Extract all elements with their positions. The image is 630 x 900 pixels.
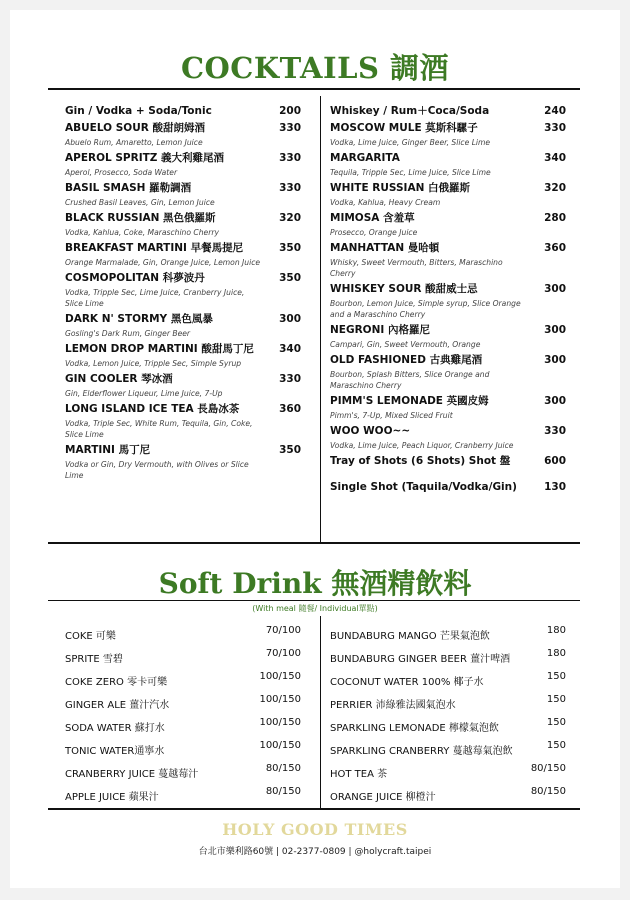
- cocktail-description: Vodka, Kahlua, Coke, Maraschino Cherry: [65, 228, 219, 237]
- cocktail-item: [65, 181, 301, 208]
- soft-drink-price: 70/100: [265, 625, 301, 636]
- cocktail-name: BREAKFAST MARTINI 早餐馬提尼: [65, 242, 244, 254]
- cocktail-item: [65, 402, 301, 440]
- cocktails-bottom-rule: [48, 542, 580, 544]
- soft-drink-price: 100/150: [259, 717, 301, 728]
- cocktail-description: Vodka or Gin, Dry Vermouth, with Olives or Slice Lime: [65, 460, 249, 480]
- cocktail-item: [65, 241, 301, 268]
- soft-drink-price: 150: [546, 694, 566, 705]
- soft-drink-name: SPARKLING CRANBERRY 蔓越莓氣泡飲: [330, 746, 513, 757]
- cocktail-description: Vodka, Lime Juice, Ginger Beer, Slice Lime: [330, 138, 491, 147]
- soft-drink-bottom-rule: [48, 808, 580, 810]
- cocktail-price: 200: [279, 105, 301, 117]
- cocktail-name: LONG ISLAND ICE TEA 長島冰茶: [65, 403, 240, 415]
- soft-drink-name: ORANGE JUICE 柳橙汁: [330, 792, 436, 803]
- cocktail-item: [65, 104, 301, 118]
- soft-drink-price: 80/150: [265, 786, 301, 797]
- cocktail-name: MIMOSA 含羞草: [330, 212, 415, 224]
- soft-drink-item: [65, 762, 301, 785]
- soft-drink-name: SPARKLING LEMONADE 檸檬氣泡飲: [330, 723, 499, 734]
- cocktail-price: 330: [544, 122, 566, 134]
- cocktail-price: 600: [544, 455, 566, 467]
- cocktail-description: Pimm's, 7-Up, Mixed Sliced Fruit: [330, 411, 453, 420]
- cocktail-description: Orange Marmalade, Gin, Orange Juice, Lemon Juice: [65, 258, 261, 267]
- soft-drink-price: 80/150: [530, 763, 566, 774]
- soft-drink-name: PERRIER 沛綠雅法國氣泡水: [330, 700, 456, 711]
- cocktail-item: [65, 312, 301, 339]
- cocktail-price: 320: [544, 182, 566, 194]
- cocktail-price: 360: [544, 242, 566, 254]
- cocktail-price: 240: [544, 105, 566, 117]
- cocktail-item: [330, 424, 566, 451]
- cocktail-item: [330, 323, 566, 350]
- cocktail-price: 340: [279, 343, 301, 355]
- cocktail-description: Gin, Elderflower Liqueur, Lime Juice, 7-Up: [65, 389, 223, 398]
- cocktail-name: MARGARITA: [330, 152, 400, 164]
- cocktail-description: Crushed Basil Leaves, Gin, Lemon Juice: [65, 198, 215, 207]
- soft-drink-item: [330, 716, 566, 739]
- cocktail-price: 330: [279, 373, 301, 385]
- cocktail-description: Whisky, Sweet Vermouth, Bitters, Maraschino Cherry: [330, 258, 503, 278]
- soft-drink-title: Soft Drink 無酒精飲料: [158, 567, 472, 600]
- cocktail-item: [330, 181, 566, 208]
- cocktail-item: [330, 151, 566, 178]
- cocktail-price: 300: [544, 283, 566, 295]
- cocktail-name: OLD FASHIONED 古典雞尾酒: [330, 354, 483, 366]
- cocktail-item: [65, 151, 301, 178]
- cocktail-description: Vodka, Triple Sec, White Rum, Tequila, Gin, Coke, Slice Lime: [65, 419, 253, 439]
- cocktail-description: Abuelo Rum, Amaretto, Lemon Juice: [65, 138, 203, 147]
- cocktail-name: BASIL SMASH 羅勒調酒: [65, 182, 192, 194]
- cocktail-price: 300: [279, 313, 301, 325]
- cocktail-item: [330, 211, 566, 238]
- soft-drink-name: BUNDABURG GINGER BEER 薑汁啤酒: [330, 654, 511, 665]
- cocktail-name: MANHATTAN 曼哈頓: [330, 242, 440, 254]
- soft-drink-item: [65, 716, 301, 739]
- soft-drink-item: [330, 624, 566, 647]
- cocktail-price: 350: [279, 444, 301, 456]
- soft-drink-left-column: [65, 624, 301, 808]
- soft-drink-price: 180: [546, 625, 566, 636]
- cocktail-name: WHISKEY SOUR 酸甜威士忌: [330, 283, 478, 295]
- cocktail-price: 330: [279, 152, 301, 164]
- footer-brand: HOLY GOOD TIMES: [222, 820, 408, 839]
- cocktail-name: WOO WOO~~: [330, 425, 411, 437]
- menu-page: [10, 10, 620, 888]
- soft-drink-name: APPLE JUICE 蘋果汁: [65, 792, 159, 803]
- cocktails-top-rule: [48, 88, 580, 90]
- cocktail-name: Tray of Shots (6 Shots) Shot 盤: [330, 455, 511, 467]
- cocktail-price: 130: [544, 481, 566, 493]
- cocktail-price: 330: [544, 425, 566, 437]
- cocktails-title: COCKTAILS 調酒: [180, 51, 450, 85]
- soft-drink-price: 100/150: [259, 740, 301, 751]
- soft-drink-item: [65, 693, 301, 716]
- soft-drink-item: [330, 647, 566, 670]
- cocktail-price: 330: [279, 182, 301, 194]
- soft-drink-item: [330, 739, 566, 762]
- footer-address: 台北市樂利路60號 | 02-2377-0809 | @holycraft.taipei: [198, 847, 432, 857]
- cocktail-name: MARTINI 馬丁尼: [65, 444, 151, 456]
- soft-drink-name: COKE ZERO 零卡可樂: [65, 677, 168, 688]
- cocktail-item: [65, 211, 301, 238]
- soft-drink-item: [65, 785, 301, 808]
- cocktail-price: 300: [544, 395, 566, 407]
- cocktail-item: [330, 241, 566, 279]
- cocktail-name: MOSCOW MULE 莫斯科騾子: [330, 122, 478, 134]
- soft-drink-price: 150: [546, 740, 566, 751]
- cocktail-name: Gin / Vodka + Soda/Tonic: [65, 105, 212, 117]
- cocktail-name: LEMON DROP MARTINI 酸甜馬丁尼: [65, 343, 254, 355]
- cocktail-name: WHITE RUSSIAN 白俄羅斯: [330, 182, 471, 194]
- soft-drink-right-column: [330, 624, 566, 808]
- cocktail-name: APEROL SPRITZ 義大利雞尾酒: [65, 152, 225, 164]
- cocktail-description: Vodka, Kahlua, Heavy Cream: [330, 198, 441, 207]
- soft-drink-price: 150: [546, 671, 566, 682]
- cocktail-item: [330, 480, 566, 494]
- soft-drink-item: [65, 624, 301, 647]
- cocktail-price: 300: [544, 354, 566, 366]
- cocktail-name: COSMOPOLITAN 科夢波丹: [65, 272, 205, 284]
- cocktail-description: Aperol, Prosecco, Soda Water: [65, 168, 178, 177]
- soft-drink-column-divider: [320, 616, 321, 808]
- soft-drink-item: [65, 647, 301, 670]
- cocktail-price: 350: [279, 272, 301, 284]
- soft-drink-price: 70/100: [265, 648, 301, 659]
- soft-drink-item: [330, 785, 566, 808]
- cocktail-name: NEGRONI 內格羅尼: [330, 324, 430, 336]
- soft-drink-name: TONIC WATER通寧水: [65, 746, 165, 757]
- soft-drink-name: COKE 可樂: [65, 631, 116, 642]
- cocktail-item: [65, 121, 301, 148]
- cocktail-price: 360: [279, 403, 301, 415]
- cocktail-price: 280: [544, 212, 566, 224]
- soft-drink-note: (With meal 隨餐/ Individual單點): [252, 604, 378, 613]
- cocktail-name: DARK N' STORMY 黑色風暴: [65, 313, 213, 325]
- soft-drink-price: 80/150: [265, 763, 301, 774]
- soft-drink-price: 180: [546, 648, 566, 659]
- soft-drink-name: SODA WATER 蘇打水: [65, 723, 165, 734]
- soft-drink-item: [65, 739, 301, 762]
- cocktail-price: 330: [279, 122, 301, 134]
- soft-drink-item: [65, 670, 301, 693]
- cocktail-description: Tequila, Tripple Sec, Lime Juice, Slice Lime: [330, 168, 491, 177]
- cocktail-description: Vodka, Lime Juice, Peach Liquor, Cranberry Juice: [330, 441, 514, 450]
- cocktail-description: Campari, Gin, Sweet Vermouth, Orange: [330, 340, 481, 349]
- cocktail-price: 320: [279, 212, 301, 224]
- soft-drink-name: BUNDABURG MANGO 芒果氣泡飲: [330, 631, 490, 642]
- cocktails-column-divider: [320, 96, 321, 542]
- cocktail-price: 350: [279, 242, 301, 254]
- cocktail-description: Vodka, Lemon Juice, Tripple Sec, Simple Syrup: [65, 359, 242, 368]
- soft-drink-name: COCONUT WATER 100% 椰子水: [330, 677, 484, 688]
- cocktail-item: [65, 443, 301, 481]
- soft-drink-price: 150: [546, 717, 566, 728]
- cocktail-name: BLACK RUSSIAN 黑色俄羅斯: [65, 212, 216, 224]
- cocktail-item: [330, 454, 566, 468]
- cocktail-name: Single Shot (Taquila/Vodka/Gin): [330, 481, 517, 493]
- cocktail-item: [65, 372, 301, 399]
- cocktail-item: [330, 353, 566, 391]
- soft-drink-top-rule: [48, 600, 580, 601]
- cocktail-description: Gosling's Dark Rum, Ginger Beer: [65, 329, 191, 338]
- soft-drink-name: SPRITE 雪碧: [65, 654, 123, 665]
- soft-drink-item: [330, 762, 566, 785]
- cocktail-item: [330, 282, 566, 320]
- cocktail-name: Whiskey / Rum＋Coca/Soda: [330, 105, 490, 117]
- cocktail-description: Vodka, Tripple Sec, Lime Juice, Cranberry Juice, Slice Lime: [65, 288, 245, 308]
- soft-drink-name: GINGER ALE 薑汁汽水: [65, 700, 170, 711]
- soft-drink-price: 80/150: [530, 786, 566, 797]
- cocktail-price: 300: [544, 324, 566, 336]
- soft-drink-price: 100/150: [259, 694, 301, 705]
- cocktails-left-column: [65, 104, 301, 484]
- cocktail-name: ABUELO SOUR 酸甜朗姆酒: [65, 122, 205, 134]
- cocktail-item: [330, 394, 566, 421]
- cocktail-price: 340: [544, 152, 566, 164]
- cocktail-name: GIN COOLER 琴冰酒: [65, 373, 173, 385]
- cocktails-right-column: [330, 104, 566, 497]
- soft-drink-item: [330, 670, 566, 693]
- soft-drink-name: CRANBERRY JUICE 蔓越莓汁: [65, 769, 199, 780]
- cocktail-item: [330, 121, 566, 148]
- cocktail-item: [65, 342, 301, 369]
- cocktail-name: PIMM'S LEMONADE 英國皮姆: [330, 395, 489, 407]
- cocktail-description: Bourbon, Splash Bitters, Slice Orange and Maraschino Cherry: [330, 370, 490, 390]
- cocktail-item: [330, 104, 566, 118]
- soft-drink-item: [330, 693, 566, 716]
- cocktail-description: Bourbon, Lemon Juice, Simple syrup, Slice Orange and a Maraschino Cherry: [330, 299, 521, 319]
- soft-drink-name: HOT TEA 茶: [330, 769, 388, 780]
- cocktail-description: Prosecco, Orange Juice: [330, 228, 418, 237]
- cocktail-item: [65, 271, 301, 309]
- soft-drink-price: 100/150: [259, 671, 301, 682]
